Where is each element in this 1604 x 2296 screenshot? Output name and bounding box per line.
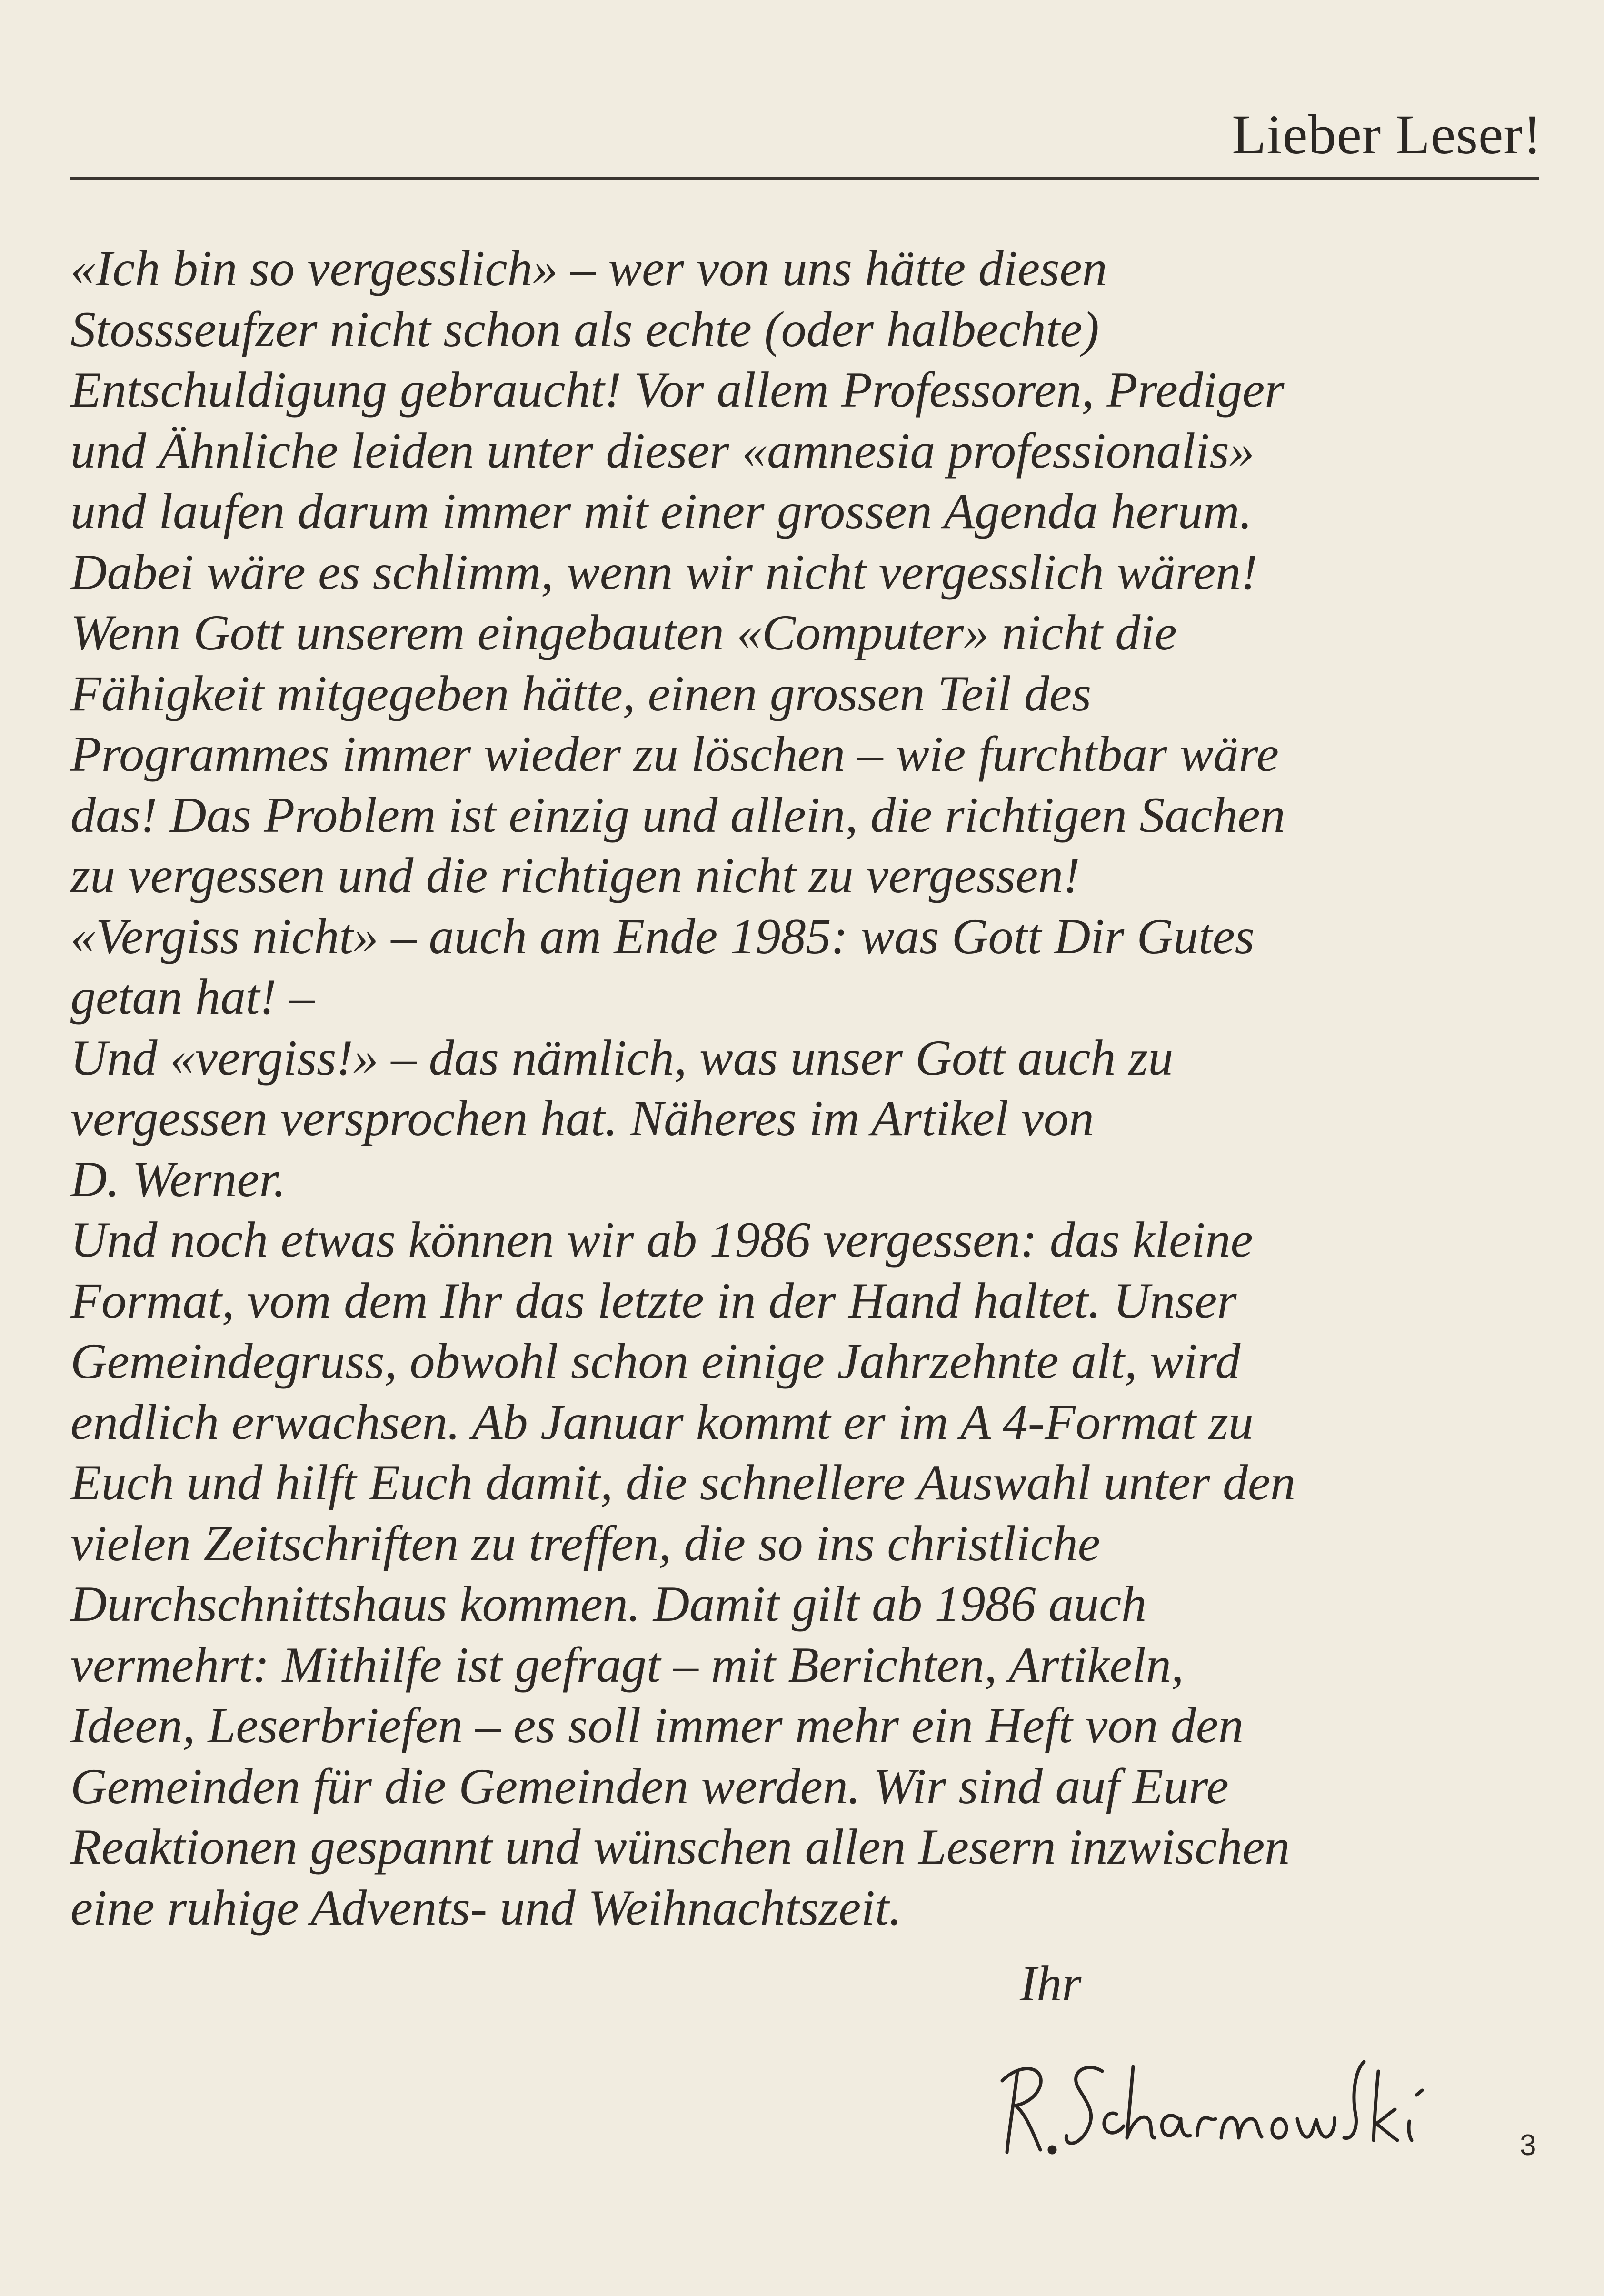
letter-line: Ideen, Leserbriefen – es soll immer mehr ein Heft von den: [70, 1697, 1244, 1753]
letter-line: Format, vom dem Ihr das letzte in der Hand haltet. Unser: [70, 1272, 1237, 1328]
letter-line: Wenn Gott unserem eingebauten «Computer» nicht die: [70, 605, 1177, 660]
letter-line: Und noch etwas können wir ab 1986 vergessen: das kleine: [70, 1212, 1253, 1268]
letter-line: endlich erwachsen. Ab Januar kommt er im A 4-Format zu: [70, 1394, 1254, 1450]
letter-line: Reaktionen gespannt und wünschen allen Lesern inzwischen: [70, 1819, 1290, 1875]
letter-line: Fähigkeit mitgegeben hätte, einen grossen Teil des: [70, 665, 1092, 721]
letter-line: D. Werner.: [70, 1151, 286, 1207]
letter-line: Dabei wäre es schlimm, wenn wir nicht vergesslich wären!: [70, 544, 1258, 600]
letter-line: Programmes immer wieder zu löschen – wie furchtbar wäre: [70, 726, 1279, 782]
letter-line: Entschuldigung gebraucht! Vor allem Professoren, Prediger: [70, 362, 1285, 418]
letter-closing: Ihr: [1020, 1956, 1082, 2011]
handwritten-signature: [988, 2043, 1464, 2176]
page-number: 3: [1520, 2129, 1536, 2162]
letter-line: Durchschnittshaus kommen. Damit gilt ab 1986 auch: [70, 1576, 1147, 1632]
letter-line: und Ähnliche leiden unter dieser «amnesia professionalis»: [70, 422, 1255, 479]
letter-line: Euch und hilft Euch damit, die schnellere Auswahl unter den: [70, 1455, 1296, 1510]
letter-line: Stossseufzer nicht schon als echte (oder halbechte): [70, 301, 1099, 357]
letter-line: vergessen versprochen hat. Näheres im Artikel von: [70, 1090, 1094, 1146]
letter-line: Gemeindegruss, obwohl schon einige Jahrzehnte alt, wird: [70, 1333, 1241, 1389]
letter-line: getan hat! –: [70, 969, 315, 1025]
letter-line: zu vergessen und die richtigen nicht zu vergessen!: [70, 848, 1080, 903]
letter-line: «Ich bin so vergesslich» – wer von uns hätte diesen: [70, 240, 1107, 296]
letter-line: eine ruhige Advents- und Weihnachtszeit.: [70, 1879, 902, 1936]
letter-line: «Vergiss nicht» – auch am Ende 1985: was Gott Dir Gutes: [70, 908, 1255, 964]
letter-line: vermehrt: Mithilfe ist gefragt – mit Berichten, Artikeln,: [70, 1637, 1184, 1693]
letter-line: das! Das Problem ist einzig und allein, die richtigen Sachen: [70, 787, 1285, 843]
letter-body: [70, 238, 1546, 1938]
letter-line: Und «vergiss!» – das nämlich, was unser Gott auch zu: [70, 1029, 1174, 1086]
header-rule: [70, 177, 1539, 180]
letter-line: und laufen darum immer mit einer grossen Agenda herum.: [70, 483, 1252, 539]
letter-line: Gemeinden für die Gemeinden werden. Wir sind auf Eure: [70, 1758, 1229, 1814]
letter-line: vielen Zeitschriften zu treffen, die so ins christliche: [70, 1515, 1100, 1571]
page-title: Lieber Leser!: [1232, 103, 1542, 166]
